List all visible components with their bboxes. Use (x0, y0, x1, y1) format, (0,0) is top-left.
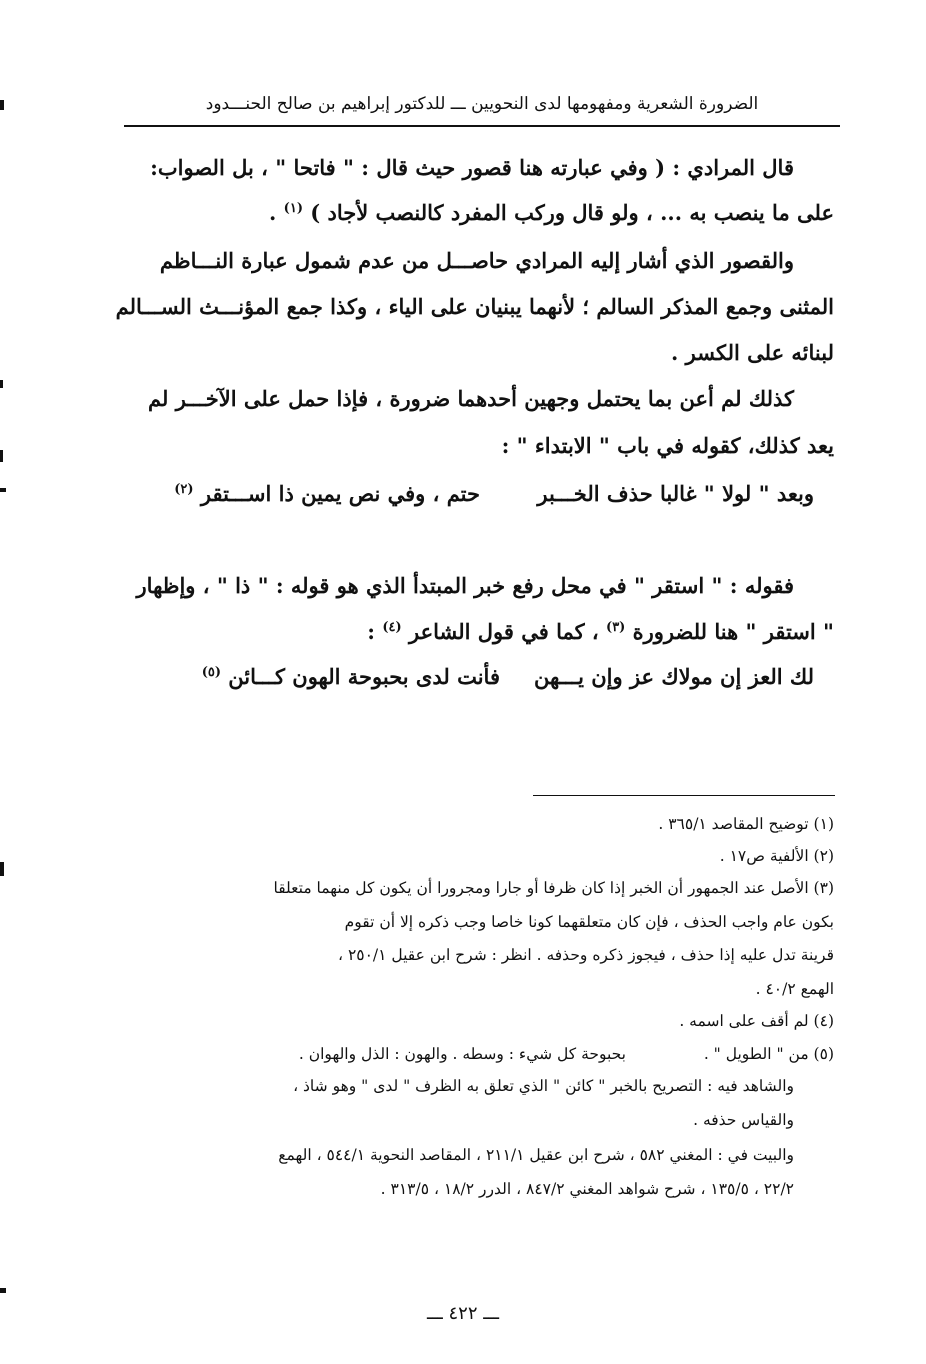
running-header: الضرورة الشعرية ومفهومها لدى النحويين ـــ للدكتور إبراهيم بن صالح الحنـــدود (205, 94, 759, 114)
body-line-7: يعد كذلك، كقوله في باب " الابتداء " : (501, 433, 834, 458)
footnote-separator (533, 795, 835, 796)
body-line-9-text-a: " استقر " هنا للضرورة (632, 619, 834, 644)
footnote-1: (١) توضيح المقاصد ٣٦٥/١ . (658, 815, 834, 833)
footnote-ref-5: (٥) (201, 665, 221, 680)
footnote-3-line-3: قرينة تدل عليه إذا حذف ، فيجوز ذكره وحذفه . انظر : شرح ابن عقيل ٢٥٠/١ ، (338, 946, 834, 964)
footnote-5-line-1b: بحبوحة كل شيء : وسطه . والهون : الذل والهوان . (298, 1045, 626, 1063)
footnote-3-line-4: الهمع ٤٠/٢ . (755, 980, 834, 998)
scan-edge-mark (0, 380, 3, 388)
body-line-2 (269, 200, 834, 225)
verse-2-second-text: فأنت لدى بحبوحة الهون كـــائن (228, 664, 500, 689)
footnote-5-line-5: ٢٢/٢ ، ١٣٥/٥ ، شرح شواهد المغني ٨٤٧/٢ ، الدرر ١٨/٢ ، ٣١٣/٥ . (380, 1180, 794, 1198)
footnote-5-line-2: والشاهد فيه : التصريح بالخبر " كائن " الذي تعلق به الظرف " لدى " وهو شاذ ، (293, 1077, 794, 1095)
footnote-2: (٢) الألفية ص١٧ . (719, 847, 834, 865)
scan-edge-mark (0, 862, 4, 876)
footnote-ref-3: (٣) (606, 620, 626, 635)
footnote-4: (٤) لم أقف على اسمه . (679, 1012, 834, 1030)
body-line-2-text: على ما ينصب به ... ، ولو قال وركب المفرد كالنصب لأجاد ) (310, 200, 834, 225)
verse-1-second-text: حتم ، وفي نص يمين ذا اســـتقر (200, 481, 480, 506)
verse-1-first-hemistich: وبعد " لولا " غالبا حذف الخـــبر (537, 481, 814, 506)
scan-edge-mark (0, 100, 4, 110)
body-line-5: لبنائه على الكسر . (671, 340, 834, 365)
footnote-3-line-2: بكون عام واجب الحذف ، فإن كان متعلقهما كونا خاصا وجب ذكره إلا أن تقوم (344, 913, 834, 931)
footnote-ref-4: (٤) (382, 620, 402, 635)
scan-edge-mark (0, 450, 3, 462)
footnote-ref-1: (١) (283, 201, 303, 216)
body-line-9 (367, 619, 834, 644)
header-rule (124, 125, 840, 127)
footnote-ref-2: (٢) (174, 482, 194, 497)
body-line-4: المثنى وجمع المذكر السالم ؛ لأنهما يبنيان على الياء ، وكذا جمع المؤنـــث الســـالم (115, 294, 834, 319)
footnote-5-line-1a: (٥) من " الطويل " . (703, 1045, 834, 1063)
body-line-8: فقوله : " استقر " في محل رفع خبر المبتدأ الذي هو قوله : " ذا " ، وإظهار (136, 573, 794, 598)
scan-edge-mark (0, 488, 6, 492)
verse-1-second-hemistich (174, 481, 480, 506)
verse-2-second-hemistich (202, 664, 500, 689)
footnote-5-line-3: والقياس حذفه . (693, 1111, 794, 1129)
body-line-3: والقصور الذي أشار إليه المرادي حاصـــل من عدم شمول عبارة النـــاظم (159, 248, 794, 273)
body-line-1: قال المرادي : ( وفي عبارته هنا قصور حيث قال : " فاتحا " ، بل الصواب: (150, 155, 794, 180)
body-line-2-end: . (269, 200, 277, 225)
body-line-9-text-b: ، كما في قول الشاعر (408, 619, 599, 644)
body-line-6: كذلك لم أعن بما يحتمل وجهين أحدهما ضرورة ، فإذا حمل على الآخـــر لم (148, 386, 794, 411)
footnote-3-line-1: (٣) الأصل عند الجمهور أن الخبر إذا كان ظرفا أو جارا ومجرورا أن يكون كل منهما متعلقا (273, 879, 834, 897)
footnote-5-line-4: والبيت في : المغني ٥٨٢ ، شرح ابن عقيل ٢١١/١ ، المقاصد النحوية ٥٤٤/١ ، الهمع (278, 1146, 794, 1164)
verse-2-first-hemistich: لك العز إن مولاك عز وإن يـــهن (533, 664, 814, 689)
page-number: ـــ ٤٢٢ ـــ (426, 1303, 500, 1324)
scan-edge-mark (0, 1288, 6, 1293)
body-line-9-text-c: : (367, 619, 376, 644)
